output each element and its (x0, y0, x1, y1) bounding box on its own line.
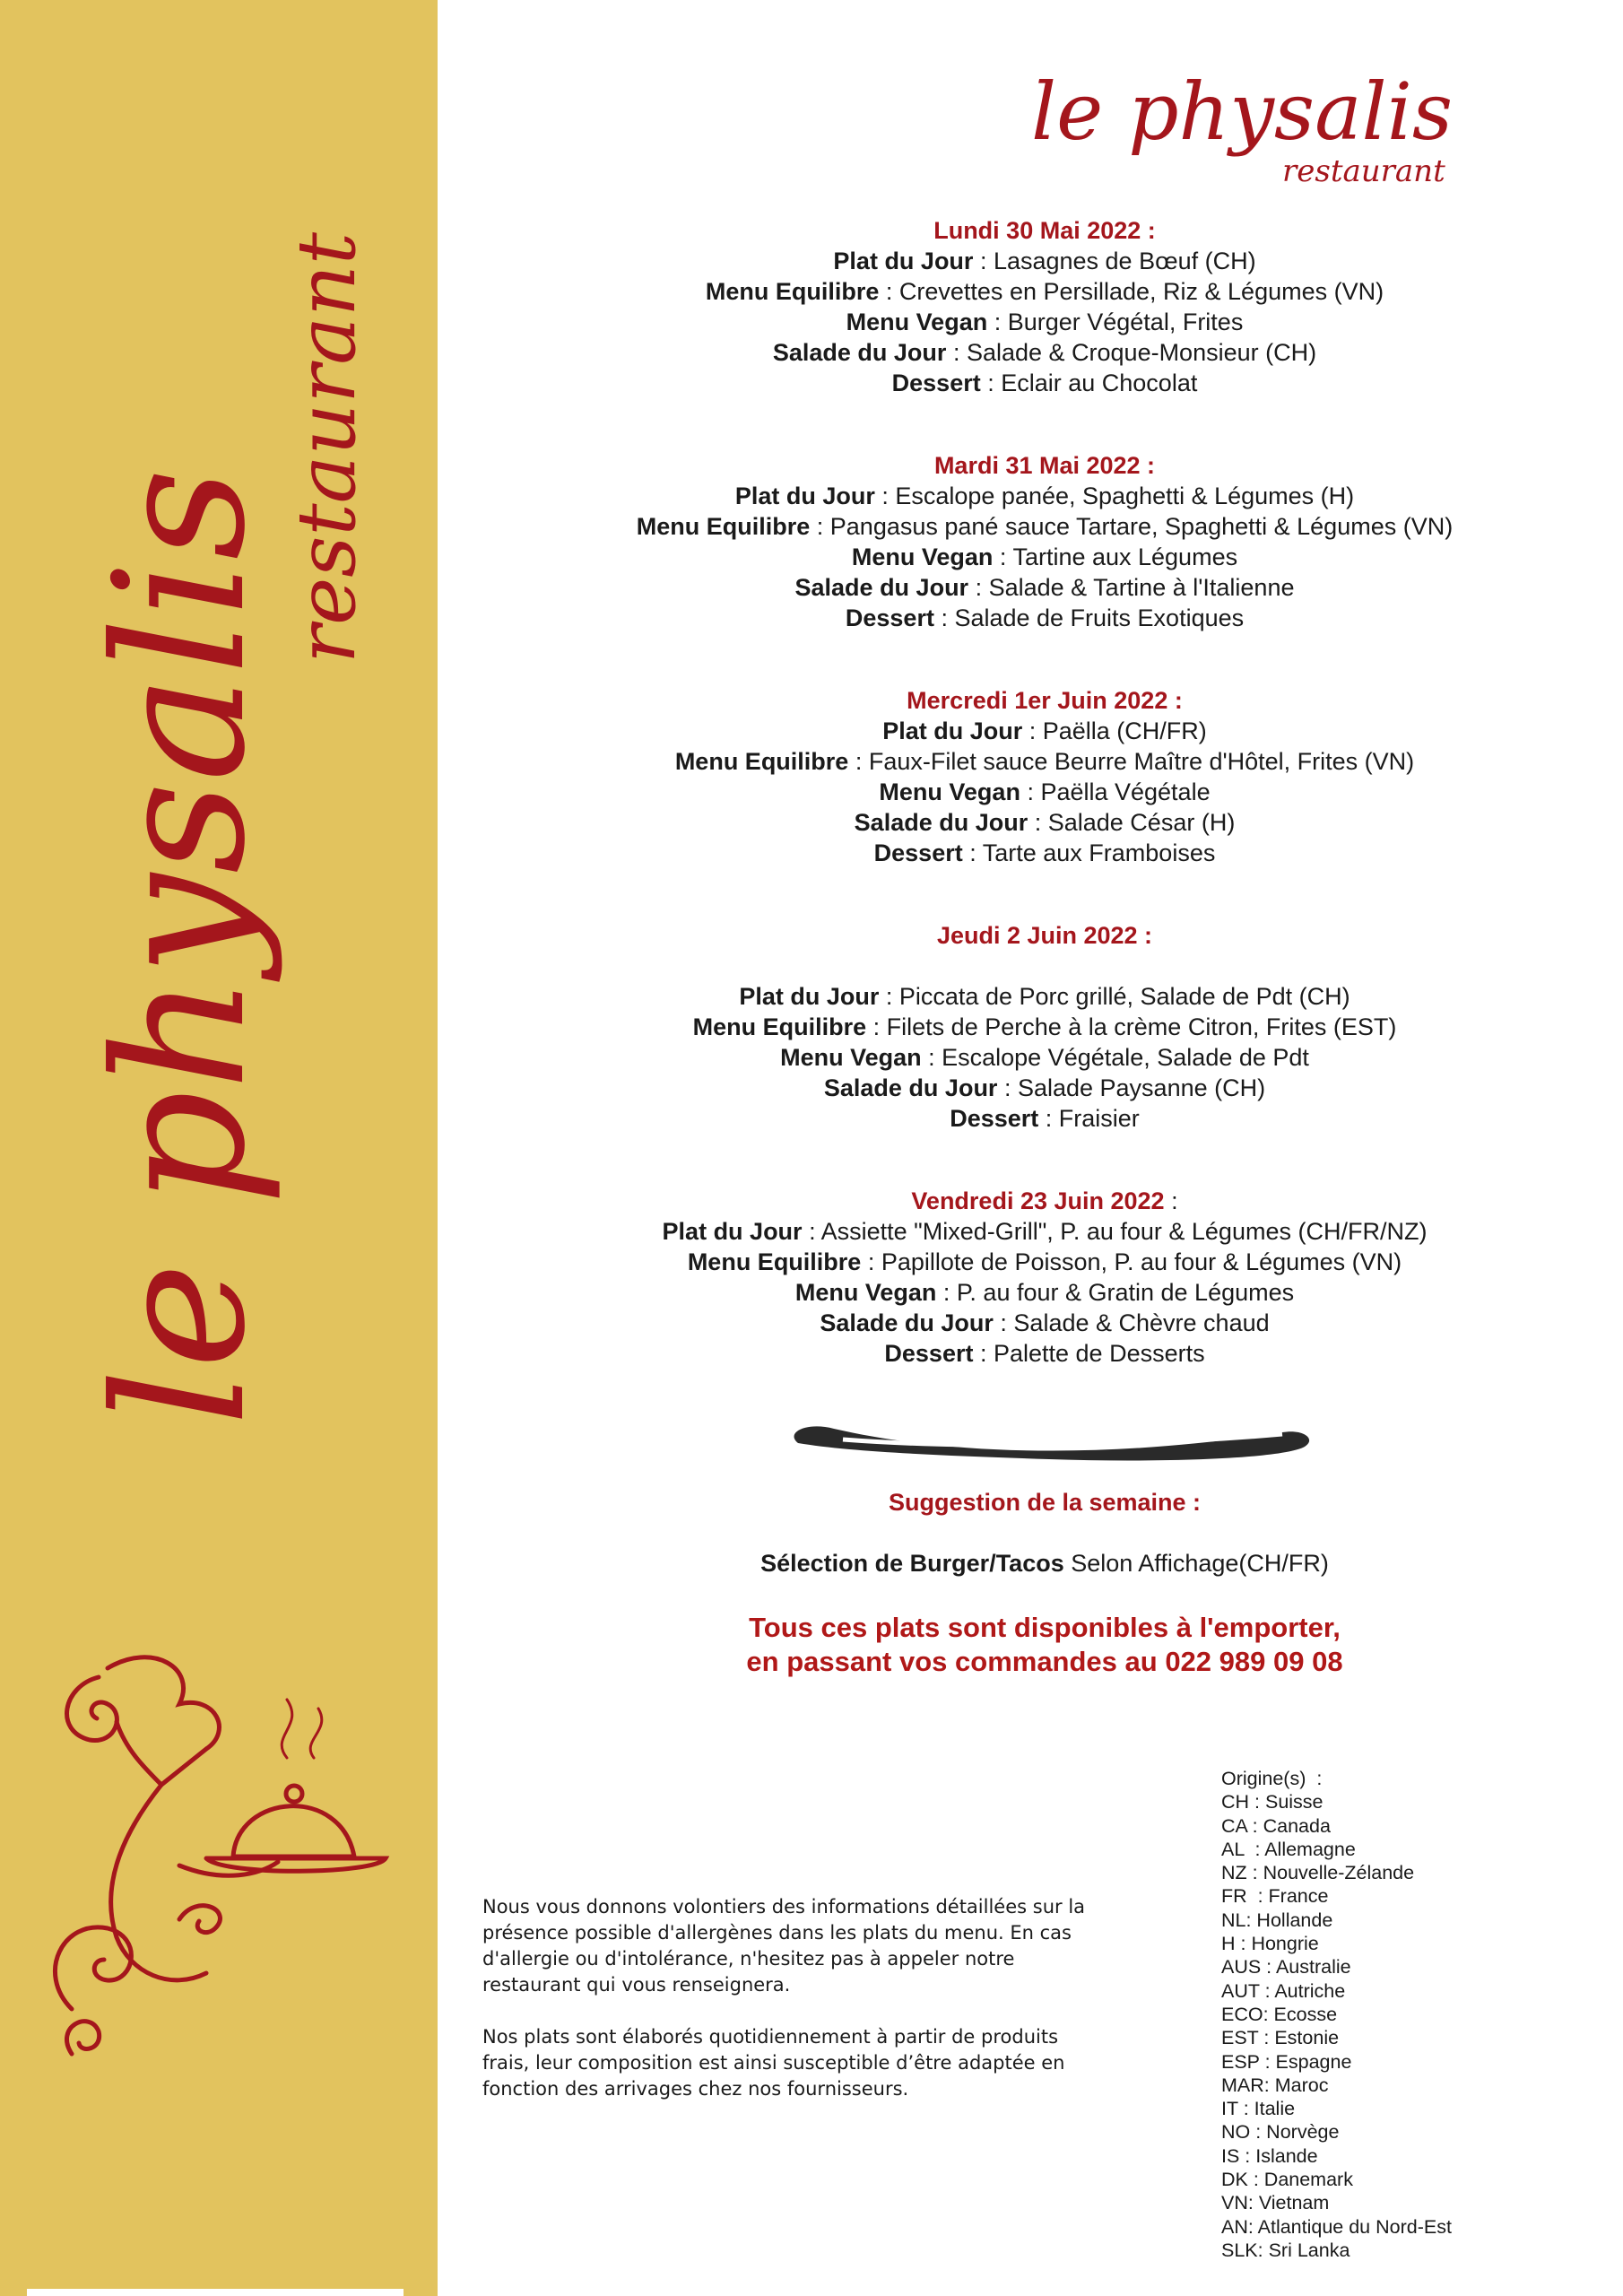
origin-item: DK : Danemark (1221, 2169, 1353, 2191)
dish-salade-du-jour: Salade du Jour : Salade & Croque-Monsieur (CH) (772, 339, 1317, 366)
header-logo-subtitle: restaurant (1282, 153, 1445, 189)
dish-dessert: Dessert : Tarte aux Framboises (873, 839, 1216, 866)
takeaway-notice (466, 1611, 1623, 1679)
origin-item: VN: Vietnam (1221, 2192, 1330, 2214)
day-thursday (466, 920, 1623, 1134)
origin-item: NZ : Nouvelle-Zélande (1221, 1862, 1415, 1884)
origin-item: ECO: Ecosse (1221, 2003, 1338, 2025)
takeaway-line-2: en passant vos commandes au 022 989 09 08 (746, 1646, 1343, 1677)
origins-title: Origine(s) : (1221, 1768, 1323, 1789)
dish-plat-du-jour: Plat du Jour : Piccata de Porc grillé, Salade de Pdt (CH) (739, 983, 1350, 1010)
day-title: Mardi 31 Mai 2022 : (933, 452, 1156, 479)
cloche-knob (286, 1786, 302, 1802)
dish-menu-vegan: Menu Vegan : P. au four & Gratin de Légumes (794, 1279, 1295, 1306)
chef-body (111, 1785, 206, 1980)
dish-menu-equilibre: Menu Equilibre : Pangasus pané sauce Tartare, Spaghetti & Légumes (VN) (636, 513, 1454, 540)
header-logo (1013, 63, 1569, 197)
origins-legend (1221, 1767, 1616, 2262)
hat-outline (108, 1657, 219, 1785)
day-monday (466, 215, 1623, 398)
steam-1 (282, 1700, 292, 1758)
dish-dessert: Dessert : Palette de Desserts (884, 1340, 1205, 1367)
swirl-bottom (66, 2022, 99, 2054)
origin-item: AL : Allemagne (1221, 1838, 1356, 1860)
sidebar-logo-subtitle: restaurant (280, 231, 374, 664)
dish-menu-equilibre: Menu Equilibre : Crevettes en Persillade, Riz & Légumes (VN) (705, 278, 1384, 305)
dish-menu-vegan: Menu Vegan : Paëlla Végétale (879, 778, 1211, 805)
origin-item: AN: Atlantique du Nord-Est (1221, 2215, 1452, 2238)
sidebar-bottom-strip (27, 2289, 404, 2296)
origin-item: SLK: Sri Lanka (1221, 2239, 1350, 2261)
dish-plat-du-jour: Plat du Jour : Lasagnes de Bœuf (CH) (833, 248, 1256, 274)
origin-item: IT : Italie (1221, 2098, 1296, 2120)
swirl-top-left (67, 1677, 117, 1740)
origin-item: IS : Islande (1221, 2144, 1318, 2167)
suggestion-label: Sélection de Burger/Tacos (760, 1550, 1064, 1577)
day-title: Mercredi 1er Juin 2022 : (907, 687, 1183, 714)
dish-menu-equilibre: Menu Equilibre : Papillote de Poisson, P. au four & Légumes (VN) (687, 1248, 1402, 1275)
dish-menu-vegan: Menu Vegan : Burger Végétal, Frites (846, 309, 1244, 335)
origin-item: MAR: Maroc (1221, 2074, 1329, 2096)
suggestion-title: Suggestion de la semaine : (888, 1489, 1202, 1516)
day-title: Jeudi 2 Juin 2022 : (936, 922, 1153, 949)
sidebar-band (0, 0, 438, 2296)
allergen-paragraph: Nous vous donnons volontiers des informations détaillées sur la présence possible d'allergènes dans les plats du menu. En cas d'allergie ou d'intolérance, n'hesitez pas à appeler notre restaurant qui vous renseignera. (482, 1896, 1086, 1996)
daily-menu-list (466, 215, 1623, 1421)
swash-divider (780, 1413, 1318, 1466)
day-friday (466, 1186, 1623, 1369)
day-title-text: Vendredi 23 Juin 2022 (911, 1187, 1165, 1214)
dish-salade-du-jour: Salade du Jour : Salade & Tartine à l'Italienne (794, 574, 1295, 601)
dish-dessert: Dessert : Fraisier (950, 1105, 1140, 1132)
origin-item: FR : France (1221, 1885, 1329, 1908)
dish-plat-du-jour: Plat du Jour : Paëlla (CH/FR) (882, 718, 1207, 744)
allergen-info (482, 1894, 1110, 2128)
dish-menu-equilibre: Menu Equilibre : Faux-Filet sauce Beurre Maître d'Hôtel, Frites (VN) (674, 748, 1415, 775)
dish-plat-du-jour: Plat du Jour : Escalope panée, Spaghetti & Légumes (H) (734, 483, 1355, 509)
day-tuesday (466, 450, 1623, 633)
header-logo-name: le physalis (1031, 65, 1453, 158)
dish-dessert: Dessert : Salade de Fruits Exotiques (845, 604, 1245, 631)
day-wednesday (466, 685, 1623, 868)
origin-item: NL: Hollande (1221, 1909, 1333, 1931)
fresh-products-paragraph: Nos plats sont élaborés quotidiennement à partir de produits frais, leur composition est ainsi susceptible d’être adaptée en fonction des arrivages chez nos fournisseurs. (482, 2026, 1065, 2100)
swirl-mid (179, 1906, 220, 1933)
origin-item: H : Hongrie (1221, 1933, 1319, 1955)
origin-item: EST : Estonie (1221, 2027, 1340, 2049)
origin-item: CH : Suisse (1221, 1791, 1324, 1813)
suggestion-text: Selon Affichage(CH/FR) (1063, 1550, 1329, 1577)
origin-item: AUT : Autriche (1221, 1979, 1346, 2002)
dish-salade-du-jour: Salade du Jour : Salade Paysanne (CH) (823, 1074, 1266, 1101)
sidebar-logo (36, 45, 430, 1444)
dish-menu-vegan: Menu Vegan : Tartine aux Légumes (851, 544, 1238, 570)
day-title-suffix: : (1164, 1187, 1178, 1214)
cloche-dome (233, 1806, 354, 1857)
suggestion-line (466, 1550, 1623, 1578)
waiter-arm (179, 1862, 278, 1875)
dish-menu-vegan: Menu Vegan : Escalope Végétale, Salade de Pdt (780, 1044, 1309, 1071)
cloche-plate (206, 1858, 386, 1871)
dish-menu-equilibre: Menu Equilibre : Filets de Perche à la crème Citron, Frites (EST) (692, 1013, 1397, 1040)
sidebar-logo-name: le physalis (76, 467, 285, 1426)
origin-item: CA : Canada (1221, 1814, 1331, 1837)
dish-plat-du-jour: Plat du Jour : Assiette "Mixed-Grill", P. au four & Légumes (CH/FR/NZ) (662, 1218, 1428, 1245)
dish-salade-du-jour: Salade du Jour : Salade César (H) (854, 809, 1236, 836)
takeaway-line-1: Tous ces plats sont disponibles à l'emporter, (749, 1612, 1341, 1643)
origin-item: ESP : Espagne (1221, 2050, 1352, 2073)
dish-salade-du-jour: Salade du Jour : Salade & Chèvre chaud (820, 1309, 1270, 1336)
origin-item: AUS : Australie (1221, 1956, 1351, 1979)
day-title: Lundi 30 Mai 2022 : (933, 217, 1156, 244)
day-title (466, 1186, 1623, 1216)
dish-dessert: Dessert : Eclair au Chocolat (891, 370, 1198, 396)
chef-cloche-illustration (45, 1650, 430, 2072)
origin-item: NO : Norvège (1221, 2121, 1340, 2144)
steam-2 (310, 1709, 322, 1758)
